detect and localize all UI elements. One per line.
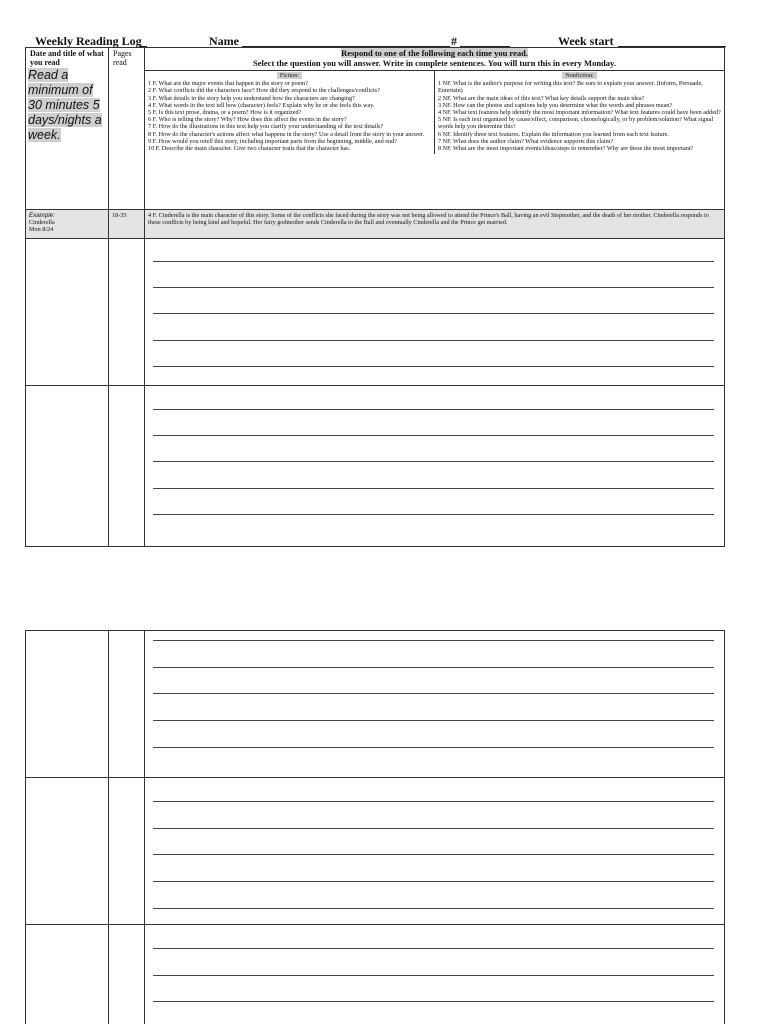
nonfiction-question: 2 NF. What are the main ideas of this text? What key details support the main idea? [438, 94, 645, 102]
writing-line [153, 908, 714, 909]
fiction-questions [145, 71, 434, 154]
log-entry-row [26, 386, 725, 547]
writing-line [153, 409, 714, 410]
respond-instruction: Respond to one of the following each time you read. [341, 48, 528, 58]
example-title-cell [26, 210, 109, 239]
nonfiction-question: 1 NF. What is the author's purpose for writing this text? Be sure to explain your answer. (Inform, Persuade, Entertain) [438, 80, 703, 95]
entry-title-field[interactable] [26, 778, 109, 925]
log-header [30, 34, 730, 48]
number-label: # [451, 34, 457, 48]
writing-line [153, 854, 714, 855]
entry-pages-field[interactable] [109, 239, 145, 386]
nonfiction-question: 8 NF. What are the most important events/ideas/steps to remember? Why are these the most important? [438, 145, 694, 153]
fiction-question: 8 F. How do the character's actions affect what happens in the story? Use a detail from the story in your answer. [148, 130, 425, 138]
writing-line [153, 667, 714, 668]
entry-title-field[interactable] [26, 631, 109, 778]
reading-log-table [25, 47, 725, 547]
week-start-label: Week start [558, 34, 614, 48]
fiction-question: 6 F. Who is telling the story? Why? How does this affect the events in the story? [148, 116, 347, 124]
writing-line [153, 287, 714, 288]
fiction-question: 7 F. How do the illustrations in this text help you clarify your understanding of the text details? [148, 123, 384, 131]
entry-pages-field[interactable] [109, 778, 145, 925]
writing-line [153, 975, 714, 976]
date-title-header-cell [26, 48, 109, 210]
nonfiction-question: 5 NF. Is each text organized by cause/effect, comparison, chronologically, or by problem/solution? What signal words help you determine this? [438, 116, 714, 131]
nonfiction-question: 4 NF. What text features help identify the most important information? What text features could have been added? [438, 109, 721, 117]
entry-response-field[interactable] [145, 925, 725, 1024]
example-response: 4 F. Cinderella is the main character of this story. Some of the conflicts she faced during the story was not being allowed to attend the Prince's Ball, having an evil Stepmother, and the death of her mother. Cinderella responds to these conflicts by being kind and hopeful. Her fairy godmother sends Cinderella to the Ball and eventually Cinderella and the Prince get married. [148, 212, 709, 227]
example-title: Cinderella [29, 219, 55, 227]
reading-log-table-continued [25, 630, 725, 1024]
log-entry-row [26, 778, 725, 925]
writing-line [153, 881, 714, 882]
entry-response-field[interactable] [145, 631, 725, 778]
entry-response-field[interactable] [145, 386, 725, 547]
writing-line [153, 693, 714, 694]
writing-line [153, 747, 714, 748]
writing-line [153, 720, 714, 721]
select-instruction: Select the question you will answer. Write in complete sentences. You will turn this in every Monday. [253, 58, 616, 68]
entry-title-field[interactable] [26, 925, 109, 1024]
date-title-header: Date and title of what you read [30, 49, 104, 67]
nonfiction-question: 3 NF. How can the photos and captions help you determine what the words and phrases mean? [438, 101, 673, 109]
entry-pages-field[interactable] [109, 631, 145, 778]
writing-line [153, 366, 714, 367]
writing-line [153, 828, 714, 829]
example-row [26, 210, 725, 239]
writing-line [153, 801, 714, 802]
writing-line [153, 313, 714, 314]
entry-title-field[interactable] [26, 386, 109, 547]
example-label: Example: [29, 212, 55, 219]
example-pages: 18-35 [112, 212, 127, 219]
pages-header-cell [109, 48, 145, 210]
entry-pages-field[interactable] [109, 925, 145, 1024]
log-entry-row [26, 239, 725, 386]
questions-cell [145, 48, 725, 210]
nonfiction-question: 6 NF. Identify three text features. Explain the information you learned from each text feature. [438, 130, 669, 138]
fiction-question: 4 F. What words in the text tell how (character) feels? Explain why he or she feels this way. [148, 101, 375, 109]
question-columns [145, 70, 724, 154]
fiction-question: 1 F. What are the major events that happen in the story or poem? [148, 80, 308, 88]
reading-reminder: Read a minimum of 30 minutes 5 days/nights a week. [28, 68, 102, 142]
writing-line [153, 948, 714, 949]
writing-line [153, 514, 714, 515]
fiction-question: 3 F. What details in the story help you understand how the characters are changing? [148, 94, 355, 102]
nonfiction-questions [434, 71, 724, 154]
writing-line [153, 640, 714, 641]
fiction-question: 9 F. How would you retell this story, including important parts from the beginning, middle, and end? [148, 137, 397, 145]
writing-line [153, 340, 714, 341]
nonfiction-question: 7 NF. What does the author claim? What evidence supports this claim? [438, 137, 614, 145]
fiction-question: 10 F. Describe the main character. Give two character traits that the character has. [148, 145, 351, 153]
log-title: Weekly Reading Log [35, 34, 142, 48]
name-label: Name [209, 34, 239, 48]
log-entry-row [26, 925, 725, 1024]
entry-title-field[interactable] [26, 239, 109, 386]
example-pages-cell [109, 210, 145, 239]
log-entry-row [26, 631, 725, 778]
entry-response-field[interactable] [145, 239, 725, 386]
entry-response-field[interactable] [145, 778, 725, 925]
fiction-question: 5 F. Is this text prose, drama, or a poem? How is it organized? [148, 109, 302, 117]
example-response-cell [145, 210, 725, 239]
entry-pages-field[interactable] [109, 386, 145, 547]
writing-line [153, 461, 714, 462]
writing-line [153, 261, 714, 262]
fiction-heading: Fiction: [148, 72, 431, 79]
pages-read-header: Pages read [113, 49, 132, 67]
nonfiction-heading: Nonfiction: [438, 72, 721, 79]
writing-line [153, 435, 714, 436]
writing-line [153, 1001, 714, 1002]
example-date: Mon 8/24 [29, 226, 54, 234]
writing-line [153, 488, 714, 489]
fiction-question: 2 F. What conflicts did the characters face? How did they respond to the challenges/conflicts? [148, 87, 380, 95]
instructions-row [26, 48, 725, 210]
